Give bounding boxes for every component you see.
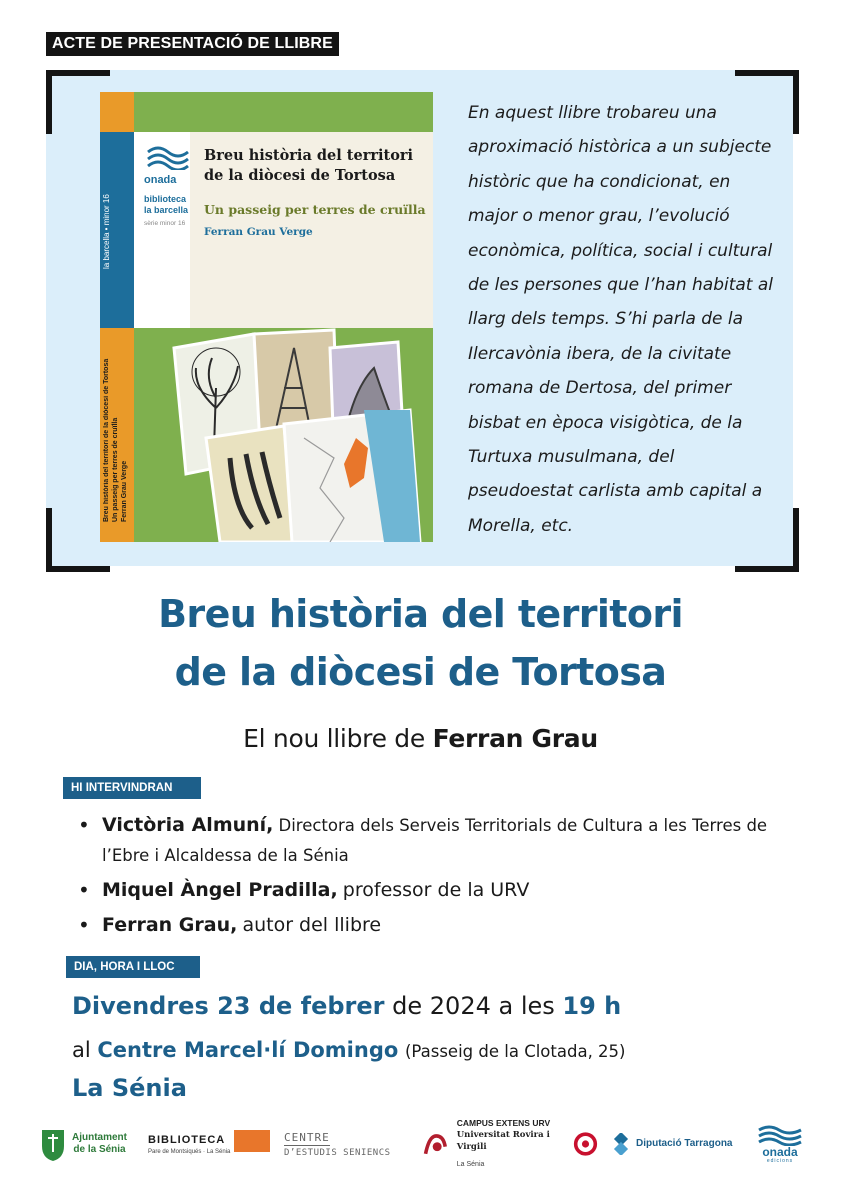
logo-onada-sub: edicions [766, 1158, 794, 1164]
speaker-role: professor de la URV [342, 879, 530, 901]
event-year: de 2024 a les [392, 992, 555, 1020]
logo-urv [422, 1118, 598, 1170]
page-title [0, 585, 841, 701]
event-type-tag: ACTE DE PRESENTACIÓ DE LLIBRE [46, 32, 339, 56]
logo-ajuntament-name: Ajuntament [72, 1132, 127, 1143]
event-time: 19 h [562, 992, 622, 1020]
logo-biblioteca [148, 1118, 270, 1170]
speaker-role: Directora dels Serveis Territorials de Cultura a les Terres de l’Ebre i Alcaldessa de la Sénia [102, 816, 768, 865]
logo-centre-sub: D’ESTUDIS SENIENCS [284, 1147, 391, 1158]
logo-ajuntament-sub: de la Sénia [73, 1144, 126, 1155]
logo-diputacio [610, 1118, 744, 1170]
logo-urv-place: La Sénia [456, 1161, 485, 1168]
book-cover-title-line2: de la diòcesi de Tortosa [204, 167, 396, 184]
event-venue: Centre Marcel·lí Domingo [97, 1038, 399, 1062]
book-publisher: onada [144, 174, 177, 186]
book-cover-illustration [134, 328, 433, 542]
subtitle-author: Ferran Grau [432, 724, 598, 753]
speaker-item [78, 873, 798, 908]
speaker-role: autor del llibre [242, 914, 382, 936]
logo-diputacio-name: Diputació Tarragona [636, 1138, 733, 1149]
onada-wave-icon [146, 144, 190, 170]
speaker-item [78, 908, 798, 943]
page-title-line1: Breu història del territori [158, 592, 683, 636]
speakers-section-label: HI INTERVINDRAN [63, 777, 201, 799]
book-spine-title-text: Breu història del territori de la diòcesi de Tortosa [103, 358, 110, 522]
book-spine-subtitle-text: Un passeig per terres de cruïlla [112, 417, 119, 522]
campus-rosette-icon [573, 1130, 598, 1158]
book-cover [100, 92, 433, 542]
event-datetime [72, 992, 621, 1020]
logo-centre-name: CENTRE [284, 1130, 330, 1144]
logo-urv-name: CAMPUS EXTENS URV [456, 1118, 551, 1128]
event-place-prefix: al [72, 1038, 91, 1062]
speaker-name: Miquel Àngel Pradilla, [102, 879, 338, 901]
ajuntament-shield-icon [40, 1126, 66, 1162]
book-series-number: sèrie minor 16 [144, 220, 186, 227]
speaker-name: Victòria Almuní, [102, 814, 274, 836]
book-series-line1: biblioteca [144, 194, 187, 204]
speaker-item [78, 810, 798, 871]
book-description: En aquest llibre trobareu una aproximació històrica a un subjecte històric que ha condicionat, en major o menor grau, l’evolució econòmica, política, social i cultural de les persones que l’han habitat al llarg dels temps. S’hi parla de la Ilercavònia ibera, de la civitate romana de Dertosa, del primer bisbat en època visigòtica, de la Turtuxa musulmana, del pseudoestat carlista amb capital a Morella, etc. [468, 103, 774, 536]
page-title-line2: de la diòcesi de Tortosa [174, 650, 667, 694]
book-spine-author-text: Ferran Grau Verge [121, 460, 128, 522]
logo-urv-sub: Universitat Rovira i Virgili [456, 1130, 550, 1152]
event-town: La Sénia [72, 1074, 187, 1102]
book-cover-subtitle: Un passeig per terres de cruïlla [204, 202, 426, 217]
event-address: (Passeig de la Clotada, 25) [404, 1042, 626, 1061]
event-date: Divendres 23 de febrer [72, 992, 385, 1020]
page-subtitle [0, 724, 841, 753]
when-section-label: DIA, HORA I LLOC [66, 956, 200, 978]
book-cover-author: Ferran Grau Verge [204, 226, 313, 238]
book-cover-title-line1: Breu història del territori [204, 147, 414, 164]
biblioteca-mark [234, 1130, 270, 1152]
logo-onada [752, 1118, 808, 1170]
subtitle-prefix: El nou llibre de [243, 724, 425, 753]
diputacio-mark-icon [610, 1133, 632, 1155]
book-spine-title [102, 342, 132, 522]
event-place [72, 1038, 626, 1062]
logo-biblioteca-name: BIBLIOTECA [148, 1134, 226, 1146]
book-spine-series: la barcella • minor 16 [102, 194, 111, 270]
speaker-name: Ferran Grau, [102, 914, 238, 936]
speakers-list [78, 810, 798, 943]
logo-ajuntament [40, 1118, 140, 1170]
logo-biblioteca-sub: Pare de Montsiqués · La Sénia [148, 1149, 231, 1155]
logo-onada-name: onada [762, 1145, 798, 1159]
book-series [144, 194, 198, 216]
book-cover-title [204, 146, 430, 186]
book-series-line2: la barcella [144, 205, 189, 215]
onada-wave-logo-icon [757, 1124, 803, 1146]
logo-centre-estudis [284, 1118, 408, 1170]
urv-mark-icon [422, 1129, 449, 1159]
